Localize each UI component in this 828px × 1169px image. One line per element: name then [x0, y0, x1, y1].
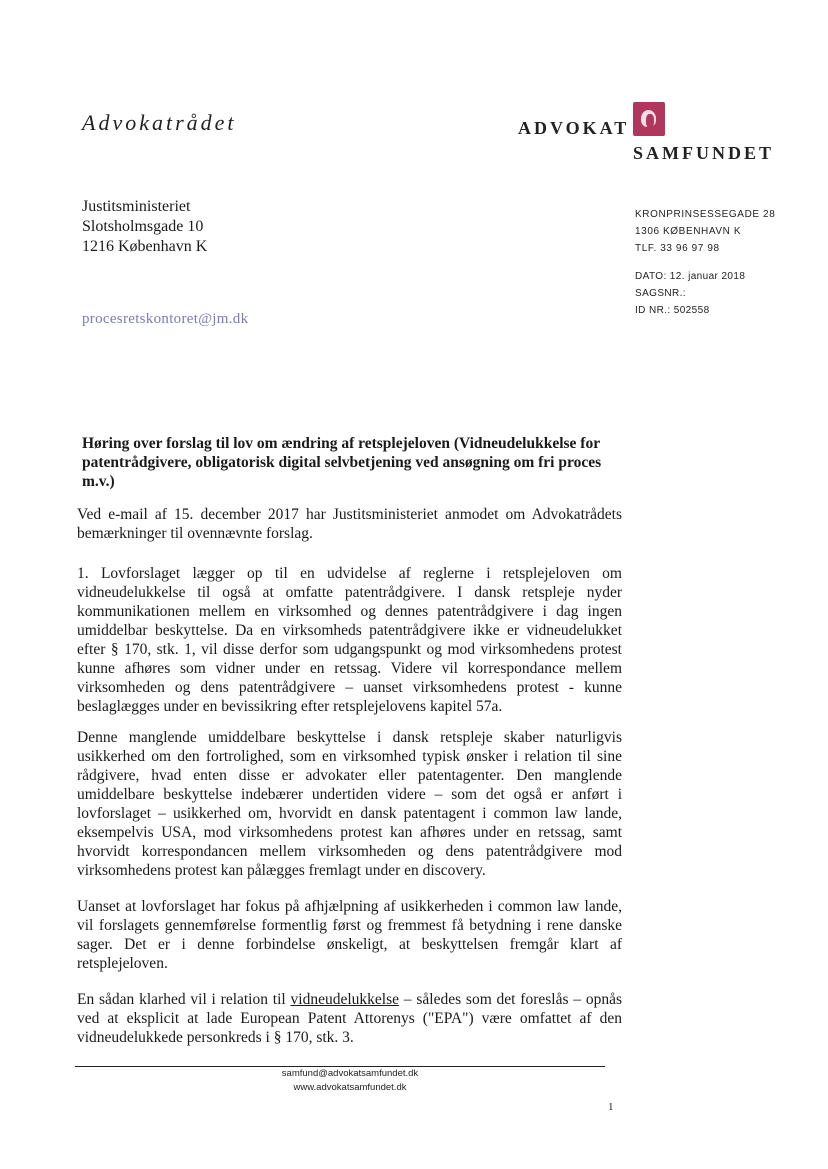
logo-text-samfundet: SAMFUNDET	[633, 143, 775, 163]
sender-name: Advokatrådet	[82, 110, 237, 135]
paragraph-4-start: En sådan klarhed vil i relation til	[77, 991, 291, 1008]
advokatsamfundet-logo-icon	[633, 102, 665, 136]
contact-city: 1306 KØBENHAVN K	[635, 226, 742, 237]
recipient-email: procesretskontoret@jm.dk	[82, 311, 249, 327]
id-number: ID NR.: 502558	[635, 305, 710, 316]
paragraph-1: 1. Lovforslaget lægger op til en udvidelse af reglerne i retsplejeloven om vidneudelukkelse til også at omfatte patentrådgivere. I dansk retspleje nyder kommunikationen mellem en virksomhed og dennes patentrådgivere i dag ingen umiddelbar beskyttelse. Da en virksomheds patentrådgivere ikke er vidneudelukket efter § 170, stk. 1, vil disse derfor som udgangspunkt og mod virksomhedens protest kunne afhøres som vidner under en retssag. Videre vil korrespondance mellem virksomheden og dens patentrådgivere – uanset virksomhedens protest - kunne beslaglægges under en bevissikring efter retsplejelovens kapitel 57a.	[77, 565, 622, 715]
footer-website: www.advokatsamfundet.dk	[293, 1082, 407, 1093]
contact-street: KRONPRINSESSEGADE 28	[635, 209, 776, 220]
paragraph-4-end: – således som det foreslås – opnås ved at eksplicit at lade European Patent Attorenys ("EPA") være omfattet af den vidneudelukkede personkreds i § 170, stk. 3.	[77, 991, 622, 1046]
page-number: 1	[608, 1101, 614, 1113]
footer	[250, 1067, 450, 1095]
sender-contact	[635, 206, 775, 257]
paragraph-2: Denne manglende umiddelbare beskyttelse i dansk retspleje skaber naturligvis usikkerhed om den fortrolighed, som en virksomhed typisk ønsker i relation til sine rådgivere, hvad enten disse er advokater eller patentagenter. Den manglende umiddelbare beskyttelse indebærer undertiden videre – som det også er anført i lovforslaget – usikkerhed om, hvorvidt en dansk patentagent i common law lande, eksempelvis USA, mod virksomhedens protest kan afhøres under en retssag, samt hvorvidt korrespondancen mellem virksomheden og dens patentrådgivere mod virksomhedens protest kan pålægges fremlagt under en discovery.	[77, 729, 622, 879]
letter-subject: Høring over forslag til lov om ændring af retsplejeloven (Vidneudelukkelse for patentrådgivere, obligatorisk digital selvbetjening ved ansøgning om fri proces m.v.)	[82, 435, 602, 490]
paragraph-4	[77, 990, 622, 1047]
recipient-name: Justitsministeriet	[82, 198, 191, 215]
paragraph-intro: Ved e-mail af 15. december 2017 har Justitsministeriet anmodet om Advokatrådets bemærkninger til ovennævnte forslag.	[77, 506, 622, 542]
case-number: SAGSNR.:	[635, 288, 686, 299]
letter-date: DATO: 12. januar 2018	[635, 271, 746, 282]
paragraph-3: Uanset at lovforslaget har fokus på afhjælpning af usikkerheden i common law lande, vil forslagets gennemførelse formentlig først og fremmest få betydning i rene danske sager. Det er i denne forbindelse ønskeligt, at beskyttelsen fremgår klart af retsplejeloven.	[77, 898, 622, 972]
logo-text-advokat: ADVOKAT	[518, 118, 630, 138]
recipient-address	[82, 197, 207, 257]
contact-phone: TLF. 33 96 97 98	[635, 243, 720, 254]
recipient-city: 1216 København K	[82, 238, 208, 255]
recipient-street: Slotsholmsgade 10	[82, 218, 204, 235]
footer-email: samfund@advokatsamfundet.dk	[281, 1068, 419, 1079]
paragraph-4-underlined-term: vidneudelukkelse	[290, 991, 399, 1008]
letter-meta	[635, 268, 745, 319]
